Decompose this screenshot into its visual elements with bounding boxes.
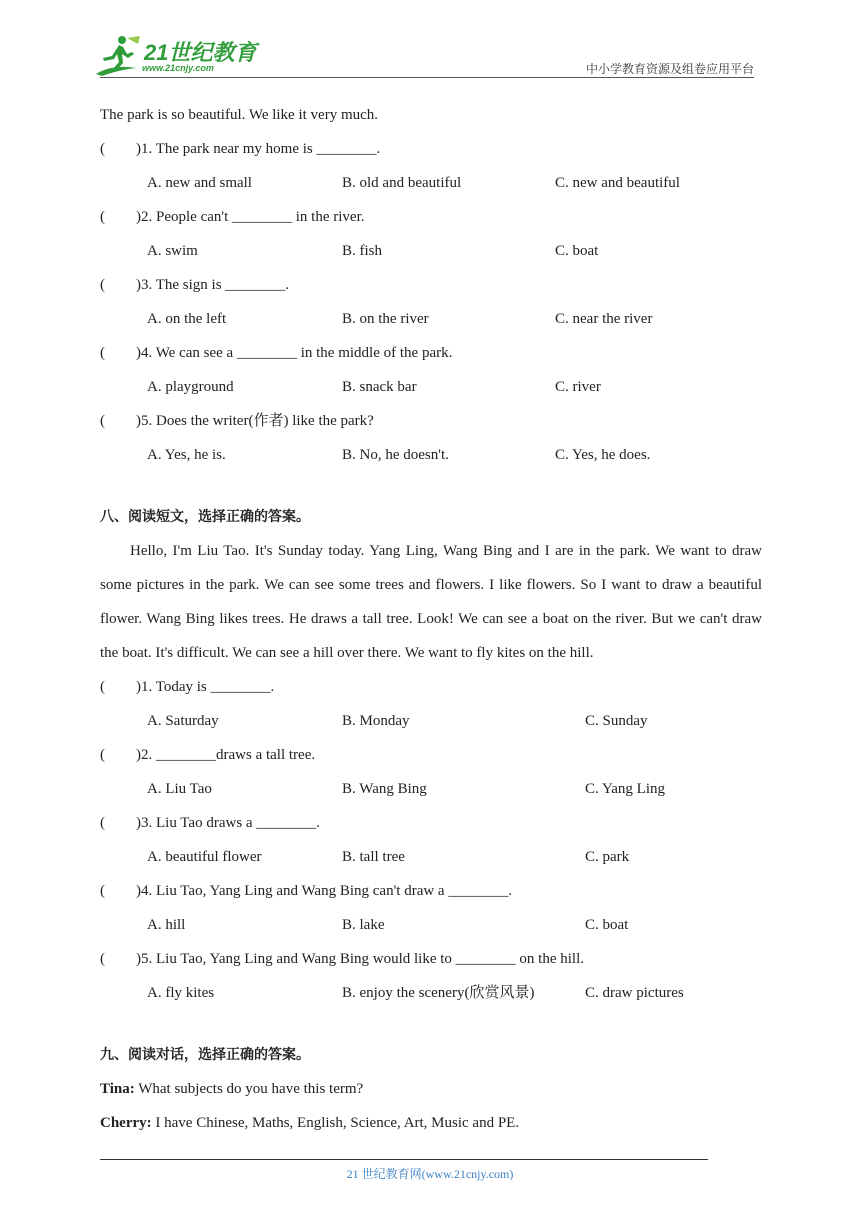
options-row <box>100 840 762 874</box>
question-2 <box>100 738 762 772</box>
answer-blank: ( <box>100 345 105 361</box>
option-b: B. Wang Bing <box>342 781 427 797</box>
option-c: C. Yes, he does. <box>555 447 651 463</box>
option-a: A. Saturday <box>147 713 219 729</box>
option-b: B. lake <box>342 917 385 933</box>
question-text: )1. Today is ________. <box>136 679 275 695</box>
option-b: B. snack bar <box>342 379 417 395</box>
section7-questions <box>100 132 762 472</box>
option-b: B. No, he doesn't. <box>342 447 449 463</box>
document-body <box>100 98 762 1140</box>
question-5 <box>100 942 762 976</box>
question-text: )2. ________draws a tall tree. <box>136 747 316 763</box>
section8-questions <box>100 670 762 1010</box>
option-b: B. on the river <box>342 311 429 327</box>
option-c: C. near the river <box>555 311 653 327</box>
header-divider <box>100 77 754 78</box>
reading-passage: Hello, I'm Liu Tao. It's Sunday today. Yang Ling, Wang Bing and I are in the park. We want to draw some pictures in the park. We can see some trees and flowers. I like flowers. So I want to draw a beautiful flower. Wang Bing likes trees. He draws a tall tree. Look! We can see a boat on the river. But we can't draw the boat. It's difficult. We can see a hill over there. We want to fly kites on the hill. <box>100 543 762 661</box>
option-b: B. old and beautiful <box>342 175 462 191</box>
options-row <box>100 234 762 268</box>
options-row <box>100 166 762 200</box>
question-5 <box>100 404 762 438</box>
question-text: )4. We can see a ________ in the middle of the park. <box>136 345 453 361</box>
question-text: )1. The park near my home is ________. <box>136 141 381 157</box>
option-c: C. boat <box>585 917 629 933</box>
question-text: )5. Liu Tao, Yang Ling and Wang Bing would like to ________ on the hill. <box>136 951 585 967</box>
option-b: B. enjoy the scenery(欣赏风景) <box>342 985 535 1001</box>
options-row <box>100 772 762 806</box>
question-text: )4. Liu Tao, Yang Ling and Wang Bing can't draw a ________. <box>136 883 513 899</box>
options-row <box>100 302 762 336</box>
speaker-name: Tina: <box>100 1081 135 1097</box>
header-platform-text: 中小学教育资源及组卷应用平台 <box>585 62 754 76</box>
option-a: A. swim <box>147 243 198 259</box>
question-text: )3. Liu Tao draws a ________. <box>136 815 321 831</box>
option-c: C. draw pictures <box>585 985 684 1001</box>
option-c: C. river <box>555 379 601 395</box>
option-a: A. playground <box>147 379 234 395</box>
option-b: B. fish <box>342 243 383 259</box>
speaker-name: Cherry: <box>100 1115 152 1131</box>
options-row <box>100 370 762 404</box>
options-row <box>100 704 762 738</box>
option-a: A. on the left <box>147 311 227 327</box>
option-a: A. hill <box>147 917 186 933</box>
runner-logo-icon <box>92 34 144 78</box>
footer-divider <box>100 1159 708 1160</box>
answer-blank: ( <box>100 747 105 763</box>
dialogue-line-2 <box>100 1106 762 1140</box>
dialogue-text: What subjects do you have this term? <box>134 1081 364 1097</box>
answer-blank: ( <box>100 413 105 429</box>
options-row <box>100 976 762 1010</box>
option-c: C. boat <box>555 243 599 259</box>
logo-text: 21世纪教育 <box>144 40 257 65</box>
option-b: B. tall tree <box>342 849 405 865</box>
section-spacer <box>100 472 762 500</box>
option-a: A. beautiful flower <box>147 849 262 865</box>
options-row <box>100 438 762 472</box>
answer-blank: ( <box>100 209 105 225</box>
question-text: )2. People can't ________ in the river. <box>136 209 365 225</box>
question-3 <box>100 268 762 302</box>
section9-heading: 九、阅读对话，选择正确的答案。 <box>100 1047 310 1063</box>
passage-closing-line: The park is so beautiful. We like it very much. <box>100 107 379 123</box>
option-a: A. Liu Tao <box>147 781 212 797</box>
dialogue-text: I have Chinese, Maths, English, Science, Art, Music and PE. <box>151 1115 520 1131</box>
section-spacer <box>100 1010 762 1038</box>
answer-blank: ( <box>100 141 105 157</box>
option-c: C. new and beautiful <box>555 175 680 191</box>
answer-blank: ( <box>100 951 105 967</box>
option-c: C. Sunday <box>585 713 648 729</box>
option-c: C. park <box>585 849 630 865</box>
option-a: A. fly kites <box>147 985 215 1001</box>
answer-blank: ( <box>100 277 105 293</box>
option-b: B. Monday <box>342 713 410 729</box>
option-a: A. Yes, he is. <box>147 447 226 463</box>
answer-blank: ( <box>100 679 105 695</box>
dialogue-line-1 <box>100 1072 762 1106</box>
question-1 <box>100 670 762 704</box>
question-4 <box>100 336 762 370</box>
question-text: )3. The sign is ________. <box>136 277 290 293</box>
options-row <box>100 908 762 942</box>
question-2 <box>100 200 762 234</box>
answer-blank: ( <box>100 815 105 831</box>
option-a: A. new and small <box>147 175 252 191</box>
question-3 <box>100 806 762 840</box>
footer-link[interactable]: 21 世纪教育网(www.21cnjy.com) <box>346 1167 514 1181</box>
option-c: C. Yang Ling <box>585 781 666 797</box>
answer-blank: ( <box>100 883 105 899</box>
page-header <box>0 0 860 84</box>
site-logo <box>92 34 262 80</box>
question-4 <box>100 874 762 908</box>
question-text: )5. Does the writer(作者) like the park? <box>136 413 374 429</box>
section8-heading: 八、阅读短文，选择正确的答案。 <box>100 509 310 525</box>
logo-url: www.21cnjy.com <box>142 63 214 73</box>
question-1 <box>100 132 762 166</box>
